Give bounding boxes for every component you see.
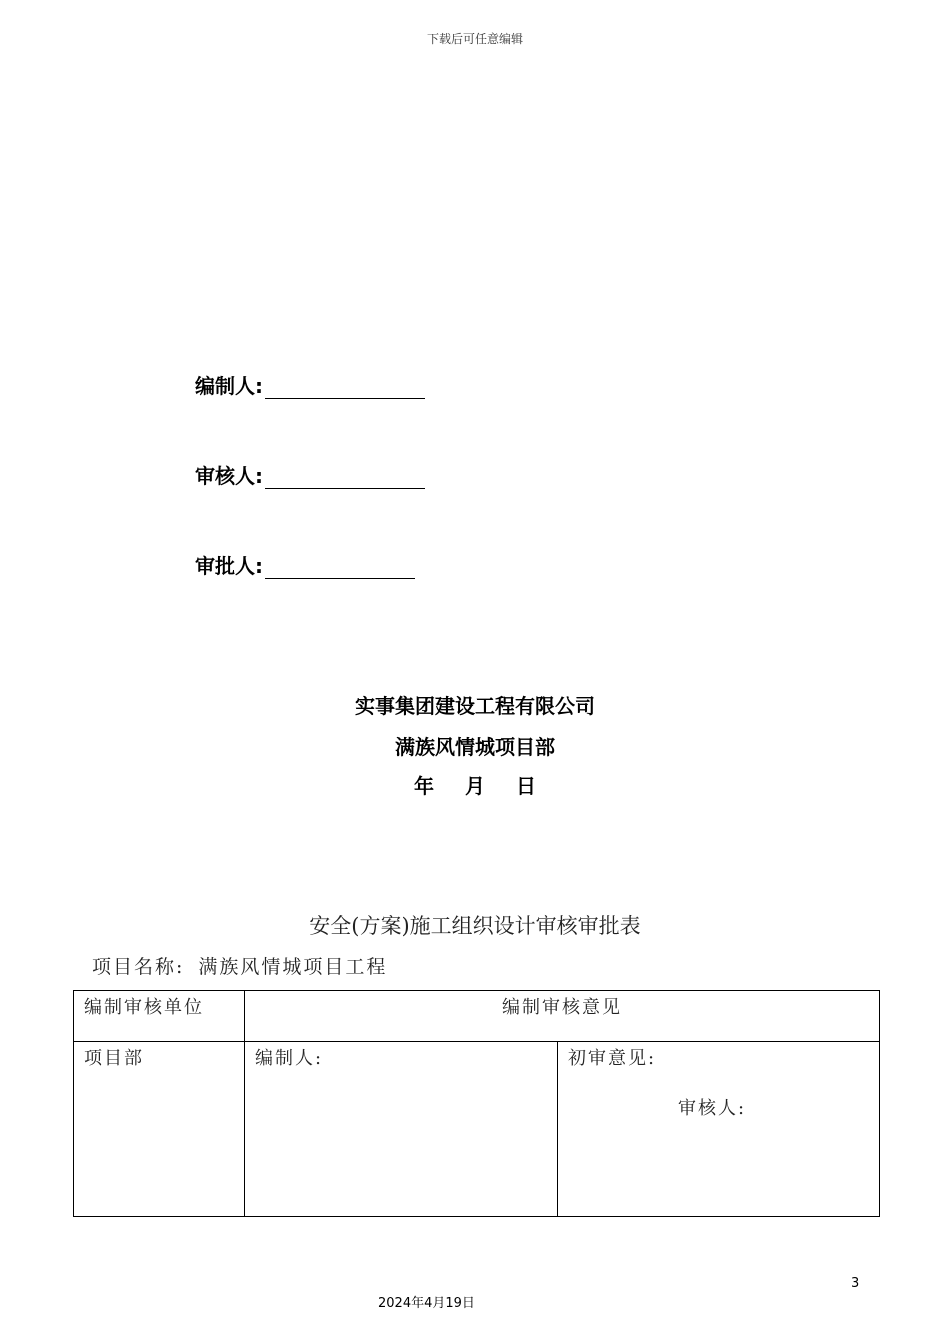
table-header-row <box>74 991 880 1042</box>
department-name: 满族风情城项目部 <box>395 735 555 759</box>
approver-signature <box>195 550 415 579</box>
editor-label: 编制人: <box>195 374 263 398</box>
editor-signature <box>195 370 425 399</box>
initial-review-label: 初审意见: <box>568 1048 657 1069</box>
date-blank-line <box>0 770 950 799</box>
project-name-line <box>92 952 387 979</box>
initial-review-cell[interactable] <box>558 1042 880 1217</box>
reviewer-signature <box>195 460 425 489</box>
editor-blank[interactable] <box>265 376 425 399</box>
date-year: 年 <box>414 774 435 798</box>
reviewer-blank[interactable] <box>265 466 425 489</box>
date-month: 月 <box>465 774 485 798</box>
footer-date: 2024年4月19日 <box>378 1296 475 1311</box>
header-opinion-cell: 编制审核意见 <box>245 991 880 1042</box>
approval-table <box>73 990 880 1217</box>
form-title: 安全(方案)施工组织设计审核审批表 <box>309 914 641 938</box>
header-unit-cell: 编制审核单位 <box>74 991 245 1042</box>
reviewer-label: 审核人: <box>195 464 263 488</box>
project-label: 项目名称: <box>92 956 185 978</box>
project-value: 满族风情城项目工程 <box>198 956 388 978</box>
page-number: 3 <box>851 1276 860 1291</box>
editor-cell[interactable] <box>245 1042 558 1217</box>
approver-blank[interactable] <box>265 556 415 579</box>
header-note: 下载后可任意编辑 <box>426 32 523 46</box>
date-day: 日 <box>515 774 536 798</box>
unit-cell: 项目部 <box>74 1042 245 1217</box>
editor-cell-label: 编制人: <box>255 1048 324 1069</box>
reviewer-cell-label: 审核人: <box>678 1098 747 1119</box>
table-row <box>74 1042 880 1217</box>
approver-label: 审批人: <box>195 554 263 578</box>
company-name: 实事集团建设工程有限公司 <box>355 694 595 718</box>
